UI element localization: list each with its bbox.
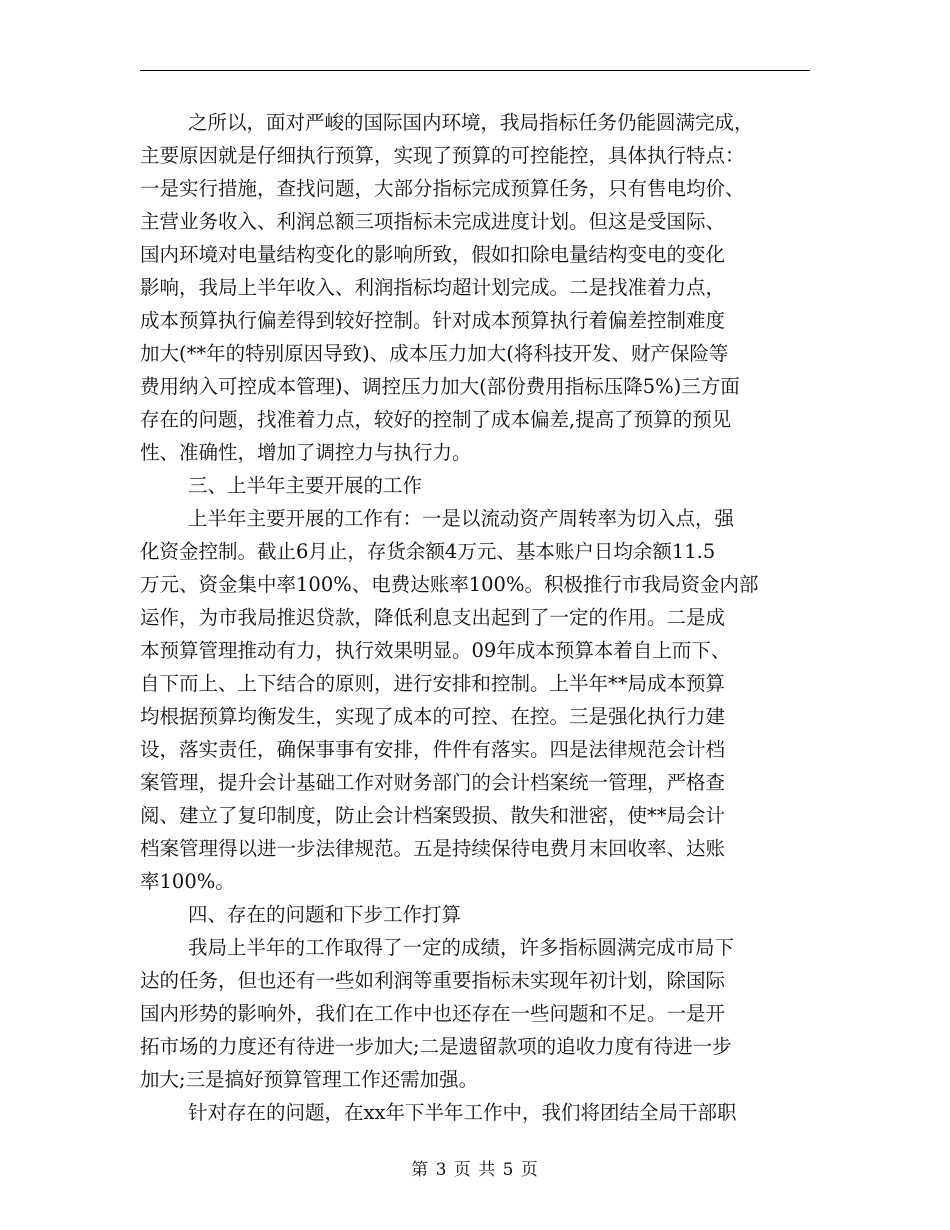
text-line: 设，落实责任，确保事事有安排，件件有落实。四是法律规范会计档 (140, 738, 726, 761)
text-line: 阅、建立了复印制度，防止会计档案毁损、散失和泄密，使**局会计 (140, 804, 726, 827)
page-footer: 第 3 页 共 5 页 (411, 1160, 539, 1180)
text-line: 档案管理得以进一步法律规范。五是持续保待电费月末回收率、达账 (140, 837, 726, 860)
text-line: 国内形势的影响外，我们在工作中也还存在一些问题和不足。一是开 (140, 1002, 726, 1025)
text-line: 费用纳入可控成本管理)、调控压力加大(部份费用指标压降5%)三方面 (140, 375, 740, 398)
text-line: 化资金控制。截止6月止，存货余额4万元、基本账户日均余额11.5 (140, 540, 716, 563)
text-line: 主营业务收入、利润总额三项指标未完成进度计划。但这是受国际、 (140, 210, 726, 233)
text-line: 加大;三是搞好预算管理工作还需加强。 (140, 1068, 479, 1091)
text-line: 性、准确性，增加了调控力与执行力。 (140, 441, 472, 464)
text-line: 存在的问题，找准着力点，较好的控制了成本偏差,提高了预算的预见 (140, 408, 732, 431)
text-line: 三、上半年主要开展的工作 (188, 474, 423, 497)
text-line: 达的任务，但也还有一些如利润等重要指标未实现年初计划，除国际 (140, 969, 726, 992)
document-body (140, 106, 812, 1129)
text-line: 加大(**年的特别原因导致)、成本压力加大(将科技开发、财产保险等 (140, 342, 729, 365)
text-line: 率100%。 (140, 870, 235, 893)
text-line: 本预算管理推动有力，执行效果明显。09年成本预算本着自上而下、 (140, 639, 731, 662)
text-line: 上半年主要开展的工作有：一是以流动资产周转率为切入点，强 (188, 507, 735, 530)
text-line: 四、存在的问题和下步工作打算 (188, 903, 462, 926)
text-line: 一是实行措施，查找问题，大部分指标完成预算任务，只有售电均价、 (140, 177, 745, 200)
text-line: 我局上半年的工作取得了一定的成绩，许多指标圆满完成市局下 (188, 936, 735, 959)
text-line: 之所以，面对严峻的国际国内环境，我局指标任务仍能圆满完成， (188, 111, 754, 134)
text-line: 国内环境对电量结构变化的影响所致，假如扣除电量结构变电的变化 (140, 243, 726, 266)
text-line: 万元、资金集中率100%、电费达账率100%。积极推行市我局资金内部 (140, 573, 759, 596)
text-line: 主要原因就是仔细执行预算，实现了预算的可控能控，具体执行特点： (140, 144, 745, 167)
text-line: 拓市场的力度还有待进一步加大;二是遗留款项的追收力度有待进一步 (140, 1035, 732, 1058)
text-line: 运作，为市我局推迟贷款，降低利息支出起到了一定的作用。二是成 (140, 606, 726, 629)
text-line: 影响，我局上半年收入、利润指标均超计划完成。二是找准着力点， (140, 276, 726, 299)
text-line: 案管理，提升会计基础工作对财务部门的会计档案统一管理，严格查 (140, 771, 726, 794)
header-rule (140, 70, 810, 71)
text-line: 自下而上、上下结合的原则，进行安排和控制。上半年**局成本预算 (140, 672, 726, 695)
text-line: 均根据预算均衡发生，实现了成本的可控、在控。三是强化执行力建 (140, 705, 726, 728)
text-line: 针对存在的问题，在xx年下半年工作中，我们将团结全局干部职 (188, 1101, 737, 1124)
text-line: 成本预算执行偏差得到较好控制。针对成本预算执行着偏差控制难度 (140, 309, 726, 332)
